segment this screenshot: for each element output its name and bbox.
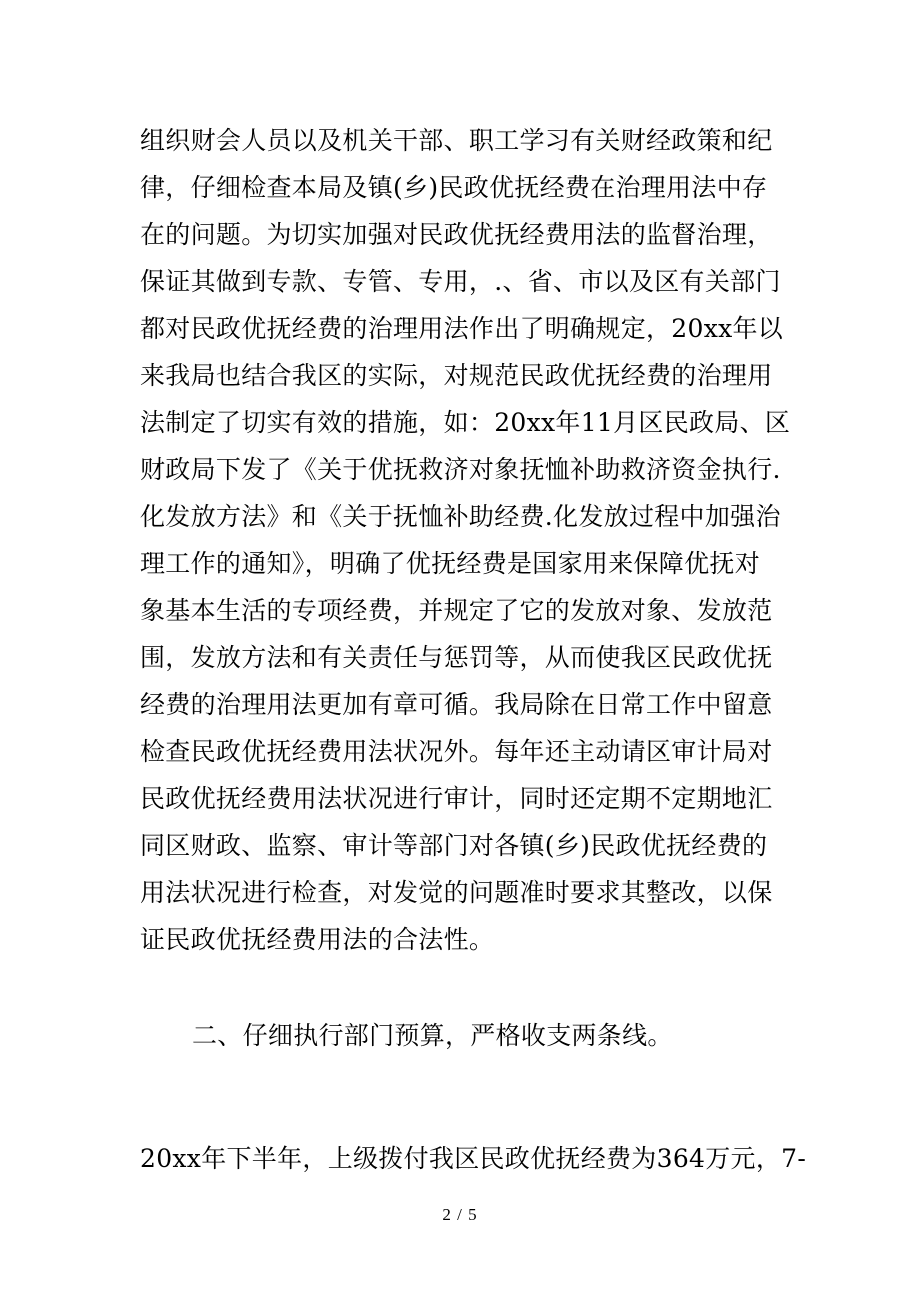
body-paragraph [140, 117, 800, 963]
paragraph-line: 围，发放方法和有关责任与惩罚等，从而使我区民政优抚 [140, 643, 773, 672]
paragraph-line: 来我局也结合我区的实际，对规范民政优抚经费的治理用 [140, 361, 773, 390]
paragraph-line: 在的问题。为切实加强对民政优抚经费用法的监督治理， [140, 220, 773, 249]
paragraph-line: 用法状况进行检查，对发觉的问题准时要求其整改，以保 [140, 878, 773, 907]
paragraph-line: 财政局下发了《关于优抚救济对象抚恤补助救济资金执行. [140, 455, 781, 484]
paragraph-line: 组织财会人员以及机关干部、职工学习有关财经政策和纪 [140, 126, 773, 155]
paragraph-line: 同区财政、监察、审计等部门对各镇(乡)民政优抚经费的 [140, 831, 768, 860]
paragraph-line: 律，仔细检查本局及镇(乡)民政优抚经费在治理用法中存 [140, 173, 768, 202]
paragraph-line: 化发放方法》和《关于抚恤补助经费.化发放过程中加强治 [140, 502, 781, 531]
paragraph-line: 象基本生活的专项经费，并规定了它的发放对象、发放范 [140, 596, 773, 625]
section-heading: 二、仔细执行部门预算，严格收支两条线。 [192, 1021, 673, 1050]
paragraph-line: 都对民政优抚经费的治理用法作出了明确规定，20xx年以 [140, 314, 784, 343]
paragraph-line: 证民政优抚经费用法的合法性。 [140, 925, 495, 954]
paragraph-line: 法制定了切实有效的措施，如：20xx年11月区民政局、区 [140, 408, 791, 437]
paragraph-line: 民政优抚经费用法状况进行审计，同时还定期不定期地汇 [140, 784, 773, 813]
paragraph-line: 保证其做到专款、专管、专用，.、省、市以及区有关部门 [140, 267, 781, 296]
page-number: 2 / 5 [442, 1205, 478, 1224]
paragraph-line: 理工作的通知》，明确了优抚经费是国家用来保障优抚对 [140, 549, 761, 578]
paragraph-line: 检查民政优抚经费用法状况外。每年还主动请区审计局对 [140, 737, 773, 766]
body-paragraph-continued: 20xx年下半年，上级拨付我区民政优抚经费为364万元，7- [140, 1144, 807, 1173]
paragraph-line: 经费的治理用法更加有章可循。我局除在日常工作中留意 [140, 690, 773, 719]
